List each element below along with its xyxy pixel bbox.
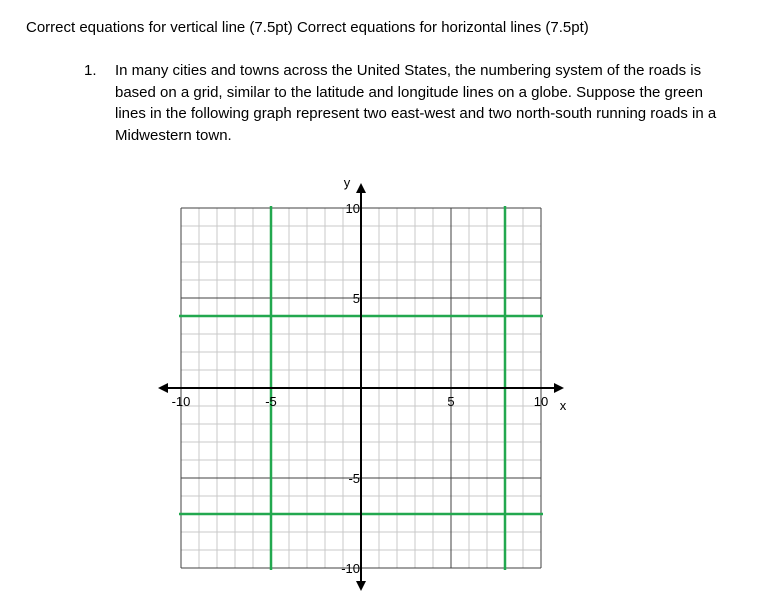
- x-tick-label: -5: [265, 394, 277, 409]
- x-axis-label: x: [559, 398, 567, 413]
- x-tick-label: 10: [533, 394, 549, 409]
- x-axis-left-arrow: [158, 383, 168, 393]
- y-tick-label: -5: [348, 471, 360, 486]
- y-tick-label: 5: [352, 291, 360, 306]
- y-tick-label: -10: [341, 561, 360, 576]
- x-tick-label: -10: [171, 394, 191, 409]
- x-axis-right-arrow: [554, 383, 564, 393]
- y-axis-top-arrow: [356, 183, 366, 193]
- header-text: Correct equations for vertical line (7.5pt) Correct equations for horizontal lines (7.5pt): [26, 19, 589, 36]
- question-number: 1.: [84, 62, 97, 79]
- x-tick-label: 5: [447, 394, 455, 409]
- tick-labels: [172, 175, 567, 576]
- y-axis-label: y: [343, 175, 351, 190]
- y-tick-label: 10: [345, 201, 360, 216]
- question-text: In many cities and towns across the United States, the numbering system of the roads is based on a grid, similar to the latitude and longitude lines on a globe. Suppose the green lines in the following graph represent two east-west and two north-south running roads in a Midwestern town.: [115, 62, 717, 144]
- y-axis-bottom-arrow: [356, 581, 366, 591]
